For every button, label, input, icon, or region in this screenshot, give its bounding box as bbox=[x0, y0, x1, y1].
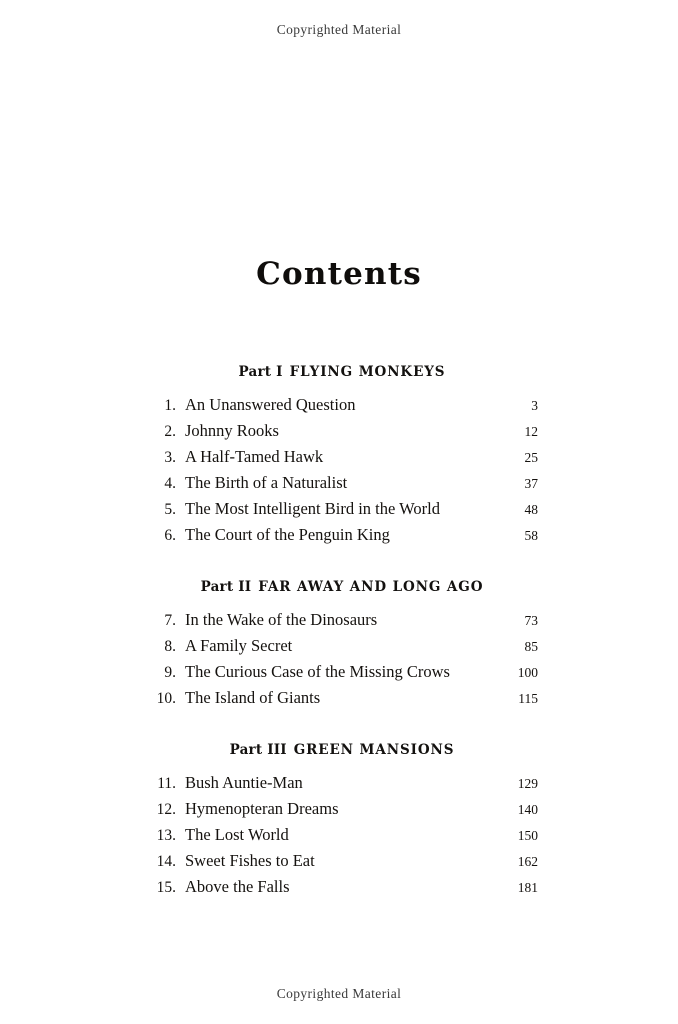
part-name: GREEN MANSIONS bbox=[293, 742, 455, 758]
toc-part-3 bbox=[146, 742, 538, 901]
entry-number: 4. bbox=[164, 475, 176, 492]
entry-number: 11. bbox=[157, 775, 176, 792]
list-item[interactable] bbox=[146, 686, 538, 712]
toc-entry-list bbox=[146, 608, 538, 712]
list-item[interactable] bbox=[146, 849, 538, 875]
entry-number: 8. bbox=[164, 638, 176, 655]
part-label: Part I bbox=[238, 364, 283, 380]
entry-page-number: 37 bbox=[524, 476, 538, 491]
entry-page-number: 73 bbox=[524, 613, 538, 628]
part-name: FAR AWAY AND LONG AGO bbox=[258, 579, 484, 595]
entry-number: 2. bbox=[164, 423, 176, 440]
part-heading bbox=[146, 579, 538, 595]
entry-page-number: 115 bbox=[518, 691, 538, 706]
entry-number: 9. bbox=[164, 664, 176, 681]
toc-entry-list bbox=[146, 393, 538, 549]
entry-number: 14. bbox=[156, 853, 176, 870]
entry-number: 10. bbox=[156, 690, 176, 707]
entry-title: Bush Auntie-Man bbox=[185, 773, 303, 792]
part-heading bbox=[146, 364, 538, 380]
toc-body bbox=[140, 364, 538, 901]
entry-page-number: 150 bbox=[517, 828, 538, 843]
entry-number: 12. bbox=[156, 801, 176, 818]
list-item[interactable] bbox=[146, 608, 538, 634]
list-item[interactable] bbox=[146, 393, 538, 419]
part-label: Part II bbox=[200, 579, 252, 595]
entry-number: 3. bbox=[164, 449, 176, 466]
list-item[interactable] bbox=[146, 523, 538, 549]
list-item[interactable] bbox=[146, 660, 538, 686]
entry-number: 15. bbox=[156, 879, 176, 896]
entry-page-number: 25 bbox=[524, 450, 538, 465]
entry-page-number: 85 bbox=[524, 639, 538, 654]
entry-page-number: 3 bbox=[531, 398, 538, 413]
entry-title: Johnny Rooks bbox=[185, 421, 279, 440]
entry-page-number: 162 bbox=[517, 854, 538, 869]
entry-title: In the Wake of the Dinosaurs bbox=[185, 610, 378, 629]
page-title: Contents bbox=[256, 256, 422, 292]
entry-title: The Lost World bbox=[185, 825, 289, 844]
entry-title: The Island of Giants bbox=[185, 688, 321, 707]
entry-number: 7. bbox=[164, 612, 176, 629]
entry-page-number: 48 bbox=[524, 502, 538, 517]
copyright-watermark-top: Copyrighted Material bbox=[276, 22, 402, 37]
entry-title: The Birth of a Naturalist bbox=[185, 473, 348, 492]
entry-title: The Court of the Penguin King bbox=[185, 525, 390, 544]
copyright-watermark-bottom: Copyrighted Material bbox=[276, 986, 402, 1001]
part-heading bbox=[146, 742, 538, 758]
list-item[interactable] bbox=[146, 445, 538, 471]
entry-title: An Unanswered Question bbox=[185, 395, 356, 414]
entry-number: 1. bbox=[164, 397, 176, 414]
list-item[interactable] bbox=[146, 471, 538, 497]
entry-page-number: 129 bbox=[517, 776, 538, 791]
toc-entry-list bbox=[146, 771, 538, 901]
list-item[interactable] bbox=[146, 823, 538, 849]
list-item[interactable] bbox=[146, 875, 538, 901]
entry-title: Sweet Fishes to Eat bbox=[185, 851, 315, 870]
entry-title: A Family Secret bbox=[185, 636, 293, 655]
toc-part-2 bbox=[146, 579, 538, 712]
entry-page-number: 181 bbox=[517, 880, 538, 895]
entry-number: 6. bbox=[164, 527, 176, 544]
entry-page-number: 12 bbox=[524, 424, 538, 439]
entry-title: Hymenopteran Dreams bbox=[185, 799, 339, 818]
part-label: Part III bbox=[229, 742, 287, 758]
part-name: FLYING MONKEYS bbox=[289, 364, 446, 380]
list-item[interactable] bbox=[146, 497, 538, 523]
table-of-contents bbox=[0, 38, 678, 909]
entry-page-number: 100 bbox=[517, 665, 538, 680]
entry-title: Above the Falls bbox=[185, 877, 290, 896]
list-item[interactable] bbox=[146, 419, 538, 445]
entry-page-number: 140 bbox=[517, 802, 538, 817]
entry-title: A Half-Tamed Hawk bbox=[185, 447, 324, 466]
list-item[interactable] bbox=[146, 634, 538, 660]
list-item[interactable] bbox=[146, 797, 538, 823]
entry-number: 13. bbox=[156, 827, 176, 844]
entry-number: 5. bbox=[164, 501, 176, 518]
entry-title: The Most Intelligent Bird in the World bbox=[185, 499, 441, 518]
entry-title: The Curious Case of the Missing Crows bbox=[185, 662, 450, 681]
toc-part-1 bbox=[146, 364, 538, 549]
entry-page-number: 58 bbox=[524, 528, 538, 543]
list-item[interactable] bbox=[146, 771, 538, 797]
